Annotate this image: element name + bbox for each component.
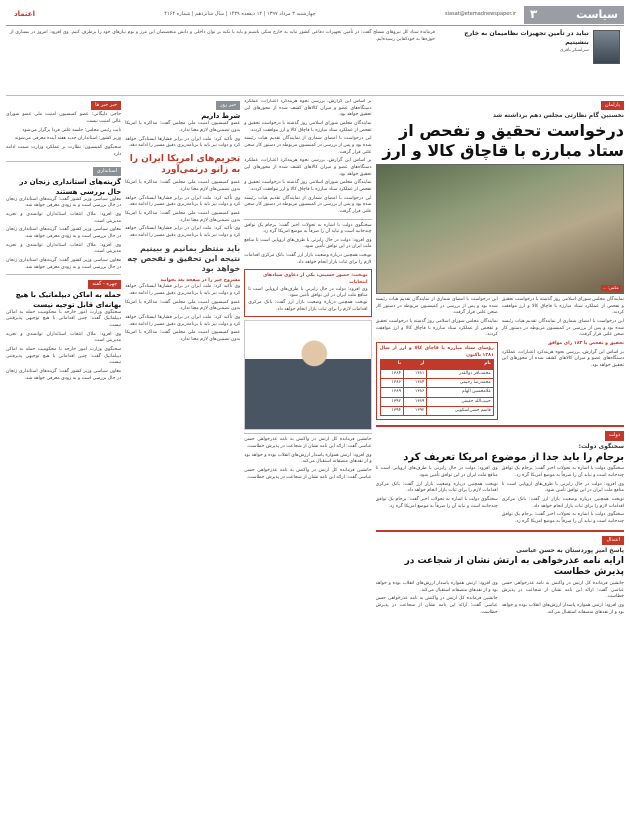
table-row bbox=[380, 378, 493, 387]
story3-label: اعتدال bbox=[602, 536, 624, 545]
brief-item: نایب رئیس مجلس: جلسه علنی فردا برگزار می‌شود bbox=[22, 127, 122, 133]
table-cell: غلامحسین الهام bbox=[427, 388, 493, 397]
governor-body bbox=[6, 197, 121, 272]
table-cell: ۱۳۸۶ bbox=[403, 388, 426, 397]
brief-item: حاجی دلیگانی: عضو کمیسیون امنیت ملی عضو شورای عالی امنیت نیست bbox=[6, 112, 122, 124]
lead-quote: باید منتظر بمانیم و ببینیم نتیجه این تحقیق و تفحص چه خواهد بود bbox=[127, 243, 241, 273]
lead-paragraph: نمایندگان مجلس شورای اسلامی روز گذشته با درخواست تحقیق و تفحص از عملکرد ستاد مبارزه با قاچاق کالا و ارز موافقت کردند. bbox=[501, 296, 624, 316]
mid-body-tail bbox=[125, 284, 240, 343]
table-cell: قاسم حسن‌اسکویی bbox=[427, 407, 493, 416]
story3-body bbox=[376, 581, 624, 618]
commander-photo bbox=[593, 30, 620, 64]
table-header: تا bbox=[380, 360, 403, 369]
mid-paragraph: وی تأکید کرد: ملت ایران در برابر فشارها ایستادگی خواهد کرد و دولت نیز باید با برنامه‌ریزی دقیق مسیر را ادامه دهد. bbox=[125, 136, 241, 149]
top-strip bbox=[6, 26, 624, 96]
briefs-column bbox=[6, 99, 121, 618]
lead-column bbox=[376, 99, 624, 618]
story2-paragraph: نوبخت همچنین درباره وضعیت بازار ارز گفت: بانک مرکزی اقدامات لازم را برای ثبات بازار انجام خواهد داد. bbox=[375, 481, 498, 494]
table-cell: ۱۳۸۹ bbox=[380, 388, 403, 397]
columns bbox=[6, 99, 624, 618]
table-header: نام bbox=[427, 360, 493, 369]
table-title: رؤسای ستاد مبارزه با قاچاق کالا و ارز از سال ۱۳۸۱ تاکنون bbox=[379, 345, 494, 358]
dateline: چهارشنبه ۳ مرداد ۱۳۹۷ | ۱۴ ذیقعده ۱۴۳۹ | سال شانزدهم | شماره ۴۱۶۴ bbox=[164, 10, 316, 17]
mid-headline: شرط داریم bbox=[201, 112, 241, 121]
section-tag bbox=[524, 6, 624, 24]
briefs-label: خبر خبر ها bbox=[91, 101, 121, 110]
parliament-photo bbox=[376, 164, 624, 294]
briefs-list bbox=[6, 112, 121, 158]
story2-body bbox=[376, 466, 624, 527]
story3-headline: ارایه نامه عذرخواهی به ارتش نشان از شجاعت در پذیرش خطاست bbox=[404, 555, 624, 578]
lead-paragraph: بر اساس این گزارش، بررسی نحوه هزینه‌کرد اعتبارات، عملکرد دستگاه‌های عضو و میزان کالاهای کشف شده از محورهای این تحقیق خواهد بود. bbox=[244, 99, 372, 118]
governor-headline: گزینه‌های استانداری زنجان در حال بررسی هستند bbox=[19, 178, 122, 196]
interview-text: وی افزود: دولت در حال رایزنی با طرف‌های اروپایی است تا منافع ملت ایران در این توافق تأمین شود. bbox=[248, 286, 368, 299]
story3-paragraph: جانشین فرمانده کل ارتش در واکنش به نامه عذرخواهی حسن عباسی گفت: ارائه این نامه نشان از شجاعت در پذیرش خطاست. bbox=[244, 468, 372, 480]
story2-paragraph: سخنگوی دولت با اشاره به تحولات اخیر گفت: برجام یک توافق چندجانبه است و نباید آن را صرفاً به موضع امریکا گره زد. bbox=[244, 222, 372, 235]
diplomatic-body bbox=[6, 310, 121, 383]
table-row bbox=[380, 369, 493, 378]
table-cell: ۱۳۹۴ bbox=[380, 407, 403, 416]
story2-label: دولت bbox=[605, 431, 624, 440]
lead-paragraph: نمایندگان مجلس شورای اسلامی روز گذشته با درخواست تحقیق و تفحص از عملکرد ستاد مبارزه با قاچاق کالا و ارز موافقت کردند. bbox=[244, 120, 372, 133]
mid-paragraph: عضو کمیسیون امنیت ملی مجلس گفت: مذاکره با امریکا بدون تضمین‌های لازم معنا ندارد. bbox=[125, 121, 241, 133]
story2-paragraph: نوبخت همچنین درباره وضعیت بازار ارز گفت: بانک مرکزی اقدامات لازم را برای ثبات بازار انجام خواهد داد. bbox=[244, 253, 372, 265]
story3-paragraph: جانشین فرمانده کل ارتش در واکنش به نامه عذرخواهی حسن عباسی گفت: ارائه این نامه نشان از شجاعت در پذیرش خطاست. bbox=[501, 580, 624, 600]
table-cell: ۱۳۸۴ bbox=[403, 378, 426, 387]
page-header bbox=[6, 4, 624, 26]
brief-item: سخنگوی کمیسیون: نظارت بر عملکرد وزارت صمت ادامه دارد bbox=[6, 144, 122, 157]
top-headline: نباید در تأمین تجهیزات نظامیمان به خارج بنشینیم bbox=[464, 30, 589, 46]
diplomatic-paragraph: معاون سیاسی وزیر کشور گفت: گزینه‌های استانداری زنجان در حال بررسی است و به زودی معرفی خواهد شد. bbox=[6, 368, 122, 381]
mid-body-more bbox=[125, 180, 240, 239]
table-row bbox=[380, 388, 493, 397]
diplomatic-paragraph: وی افزود: ملاک انتخاب استانداران توانمندی و تجربه مدیریتی است. bbox=[6, 331, 122, 344]
continuation-column bbox=[244, 99, 371, 618]
top-headline-block bbox=[439, 26, 624, 95]
top-subline: سرلشکر باقری bbox=[559, 47, 589, 53]
lead-subhead: تحقیق و تفحص با ۱۸۳ رای موافق bbox=[547, 340, 624, 346]
table-cell: ۱۳۸۶ bbox=[380, 378, 403, 387]
mid-side-note: مشروح خبر را در صفحه بعد بخوانید bbox=[160, 277, 241, 283]
table-cell: محمدباقر ذوالقدر bbox=[427, 369, 493, 378]
lead-paragraph: بر اساس این گزارش، بررسی نحوه هزینه‌کرد اعتبارات، عملکرد دستگاه‌های عضو و میزان کالاهای کشف شده از محورهای این تحقیق خواهد بود. bbox=[244, 158, 372, 177]
story2-paragraph: سخنگوی دولت با اشاره به تحولات اخیر گفت: برجام یک توافق چندجانبه است و نباید آن را صرفاً به موضع امریکا گره زد. bbox=[501, 512, 624, 524]
story2-continuation bbox=[244, 223, 371, 267]
photo-caption: عکس: ... bbox=[602, 285, 619, 291]
mid-paragraph: عضو کمیسیون امنیت ملی مجلس گفت: مذاکره با امریکا بدون تضمین‌های لازم معنا ندارد. bbox=[125, 180, 241, 193]
governor-paragraph: معاون سیاسی وزیر کشور گفت: گزینه‌های استانداری زنجان در حال بررسی است و به زودی معرفی خواهد شد. bbox=[6, 196, 122, 209]
table-cell: محمدرضا رحیمی bbox=[427, 378, 493, 387]
newspaper-logo: اعتماد bbox=[14, 10, 35, 19]
mid-label: خبر روز bbox=[216, 101, 240, 110]
story3-paragraph: وی افزود: ارتش همواره پاسدار ارزش‌های انقلاب بوده و خواهد بود و از نقدهای منصفانه استقبال می‌کند. bbox=[244, 452, 372, 465]
lead-paragraph: بر اساس این گزارش، بررسی نحوه هزینه‌کرد اعتبارات، عملکرد دستگاه‌های عضو و میزان کالاهای کشف شده از محورهای این تحقیق خواهد بود. bbox=[501, 349, 624, 368]
diplomatic-paragraph: سخنگوی وزارت امور خارجه با محکومیت حمله به اماکن دیپلماتیک گفت: چنین اقداماتی با هیچ توجیهی پذیرفتنی نیست. bbox=[6, 309, 122, 328]
story2-paragraph: وی افزود: دولت در حال رایزنی با طرف‌های اروپایی است تا منافع ملت ایران در این توافق تأمین شود. bbox=[501, 481, 624, 494]
lead-kicker: نخستین گام نظارتی مجلس دهم برداشته شد bbox=[492, 112, 624, 120]
governor-paragraph: وی افزود: ملاک انتخاب استانداران توانمندی و تجربه مدیریتی است. bbox=[6, 242, 122, 255]
pull-quote: تحریم‌های امریکا ایران را به زانو درنمی‌آورد bbox=[129, 153, 241, 176]
chiefs-table bbox=[380, 359, 494, 416]
lead-label: پارلمان bbox=[601, 101, 624, 110]
story2-paragraph: وی افزود: دولت در حال رایزنی با طرف‌های اروپایی است تا منافع ملت ایران در این توافق تأمین شود. bbox=[244, 237, 372, 250]
table-row bbox=[380, 407, 493, 416]
table-cell: ۱۳۹۲ bbox=[380, 397, 403, 406]
governor-paragraph: وی افزود: ملاک انتخاب استانداران توانمندی و تجربه مدیریتی است. bbox=[6, 211, 122, 224]
lead-continuation bbox=[244, 99, 371, 216]
lead-paragraph: نمایندگان مجلس شورای اسلامی روز گذشته با درخواست تحقیق و تفحص از عملکرد ستاد مبارزه با قاچاق کالا و ارز موافقت کردند. bbox=[244, 180, 372, 192]
story2-paragraph: سخنگوی دولت با اشاره به تحولات اخیر گفت: برجام یک توافق چندجانبه است و نباید آن را صرفاً به موضع امریکا گره زد. bbox=[501, 466, 624, 479]
site-email[interactable]: siasat@etemadnewspaper.ir bbox=[445, 10, 516, 17]
lead-paragraph: این درخواست با امضای شماری از نمایندگان تقدیم هیات رئیسه شده بود و پس از بررسی در کمیسیون مربوطه در دستور کار صحن علنی قرار گرفت. bbox=[244, 195, 372, 214]
story2-paragraph: سخنگوی دولت با اشاره به تحولات اخیر گفت: برجام یک توافق چندجانبه است و نباید آن را صرفاً به موضع امریکا گره زد. bbox=[375, 497, 498, 509]
mid-paragraph: عضو کمیسیون امنیت ملی مجلس گفت: مذاکره با امریکا بدون تضمین‌های لازم معنا ندارد. bbox=[125, 299, 241, 312]
table-cell: ۱۳۹۲ bbox=[403, 407, 426, 416]
story3-paragraph: جانشین فرمانده کل ارتش در واکنش به نامه عذرخواهی حسن عباسی گفت: ارائه این نامه نشان از شجاعت در پذیرش خطاست. bbox=[244, 437, 372, 450]
mid-paragraph: وی تأکید کرد: ملت ایران در برابر فشارها ایستادگی خواهد کرد و دولت نیز باید با برنامه‌ریزی دقیق مسیر را ادامه دهد. bbox=[125, 195, 241, 208]
interview-title: نوبخت: حضور حسینی، یکی از دعاوی ستادهای انتخابات bbox=[262, 273, 368, 286]
quote-label: چهره - گفته bbox=[88, 280, 121, 289]
diplomatic-headline: حمله به اماکن دیپلماتیک با هیچ بهانه‌ای قابل توجیه نیست bbox=[15, 291, 122, 309]
mid-column bbox=[125, 99, 240, 618]
governor-paragraph: معاون سیاسی وزیر کشور گفت: گزینه‌های استانداری زنجان در حال بررسی است و به زودی معرفی خواهد شد. bbox=[6, 227, 122, 239]
governor-paragraph: معاون سیاسی وزیر کشور گفت: گزینه‌های استانداری زنجان در حال بررسی است و به زودی معرفی خواهد شد. bbox=[6, 257, 122, 270]
lead-paragraph: نمایندگان مجلس شورای اسلامی روز گذشته با درخواست تحقیق و تفحص از عملکرد ستاد مبارزه با قاچاق کالا و ارز موافقت کردند. bbox=[375, 318, 498, 338]
lead-body bbox=[376, 297, 624, 424]
table-cell: ۱۳۸۴ bbox=[380, 369, 403, 378]
mid-paragraph: عضو کمیسیون امنیت ملی مجلس گفت: مذاکره با امریکا بدون تضمین‌های لازم معنا ندارد. bbox=[125, 330, 241, 342]
story2-kicker: سخنگوی دولت: bbox=[578, 442, 624, 450]
story3-paragraph: وی افزود: ارتش همواره پاسدار ارزش‌های انقلاب بوده و خواهد بود و از نقدهای منصفانه استقبال می‌کند. bbox=[375, 580, 498, 593]
story3-continuation bbox=[244, 437, 371, 481]
story2-headline: برجام را باید جدا از موضوع امریکا تعریف کرد bbox=[403, 452, 624, 464]
table-header: از bbox=[403, 360, 426, 369]
diplomatic-paragraph: سخنگوی وزارت امور خارجه با محکومیت حمله به اماکن دیپلماتیک گفت: چنین اقداماتی با هیچ توجیهی پذیرفتنی نیست. bbox=[6, 346, 122, 366]
story3-paragraph: وی افزود: ارتش همواره پاسدار ارزش‌های انقلاب بوده و خواهد بود و از نقدهای منصفانه استقبال می‌کند. bbox=[501, 602, 624, 615]
table-box bbox=[376, 342, 498, 421]
story2-paragraph: وی افزود: دولت در حال رایزنی با طرف‌های اروپایی است تا منافع ملت ایران در این توافق تأمین شود. bbox=[375, 466, 498, 479]
mid-paragraph: عضو کمیسیون امنیت ملی مجلس گفت: مذاکره با امریکا بدون تضمین‌های لازم معنا ندارد. bbox=[125, 211, 241, 223]
story3-kicker: پاسخ امیر پوردستان به حسن عباسی bbox=[516, 546, 624, 554]
brief-item: وزیر کشور: استانداران جدید هفته آینده معرفی می‌شوند bbox=[14, 136, 122, 142]
table-row bbox=[380, 397, 493, 406]
page-number: ۳ bbox=[530, 6, 538, 21]
interview-box bbox=[244, 269, 371, 317]
mid-body bbox=[125, 121, 240, 150]
lead-paragraph: این درخواست با امضای شماری از نمایندگان تقدیم هیات رئیسه شده بود و پس از بررسی در کمیسیون مربوطه در دستور کار صحن علنی قرار گرفت. bbox=[244, 136, 372, 155]
mid-paragraph: وی تأکید کرد: ملت ایران در برابر فشارها ایستادگی خواهد کرد و دولت نیز باید با برنامه‌ریزی دقیق مسیر را ادامه دهد. bbox=[125, 315, 241, 327]
mid-paragraph: وی تأکید کرد: ملت ایران در برابر فشارها ایستادگی خواهد کرد و دولت نیز باید با برنامه‌ریزی دقیق مسیر را ادامه دهد. bbox=[125, 284, 241, 297]
governor-label: استانداری bbox=[93, 167, 121, 176]
interview-text: نوبخت همچنین درباره وضعیت بازار ارز گفت: بانک مرکزی اقدامات لازم را برای ثبات بازار انجام خواهد داد. bbox=[248, 300, 368, 312]
header-meta bbox=[6, 9, 524, 19]
table-cell: ۱۳۸۱ bbox=[403, 369, 426, 378]
table-cell: ۱۳۸۹ bbox=[403, 397, 426, 406]
mid-paragraph: وی تأکید کرد: ملت ایران در برابر فشارها ایستادگی خواهد کرد و دولت نیز باید با برنامه‌ریزی دقیق مسیر را ادامه دهد. bbox=[125, 226, 241, 239]
table-cell: حبیب‌الله حقیقی bbox=[427, 397, 493, 406]
story2-paragraph: نوبخت همچنین درباره وضعیت بازار ارز گفت: بانک مرکزی اقدامات لازم را برای ثبات بازار انجام خواهد داد. bbox=[501, 497, 624, 509]
story3-paragraph: جانشین فرمانده کل ارتش در واکنش به نامه عذرخواهی حسن عباسی گفت: ارائه این نامه نشان از شجاعت در پذیرش خطاست. bbox=[375, 596, 498, 615]
top-body: فرمانده ستاد کل نیروهای مسلح گفت: در تأمین تجهیزات دفاعی کشور نباید به خارج متکی باشیم و باید با تکیه بر توان داخلی و دانش متخصصان این مرز و بوم نیازهای خود را برطرف کنیم. وی افزود: امروز در بسیاری از حوزه‌ها به خودکفایی رسیده‌ایم. bbox=[10, 30, 435, 42]
lead-paragraph: این درخواست با امضای شماری از نمایندگان تقدیم هیات رئیسه شده بود و پس از بررسی در کمیسیون مربوطه در دستور کار صحن علنی قرار گرفت. bbox=[375, 296, 498, 316]
lead-paragraph: این درخواست با امضای شماری از نمایندگان تقدیم هیات رئیسه شده بود و پس از بررسی در کمیسیون مربوطه در دستور کار صحن علنی قرار گرفت. bbox=[501, 318, 624, 338]
section-title: سیاست bbox=[576, 7, 618, 21]
lead-headline: درخواست تحقیق و تفحص از ستاد مبارزه با قاچاق کالا و ارز bbox=[382, 120, 624, 160]
spokesman-photo bbox=[244, 320, 371, 430]
